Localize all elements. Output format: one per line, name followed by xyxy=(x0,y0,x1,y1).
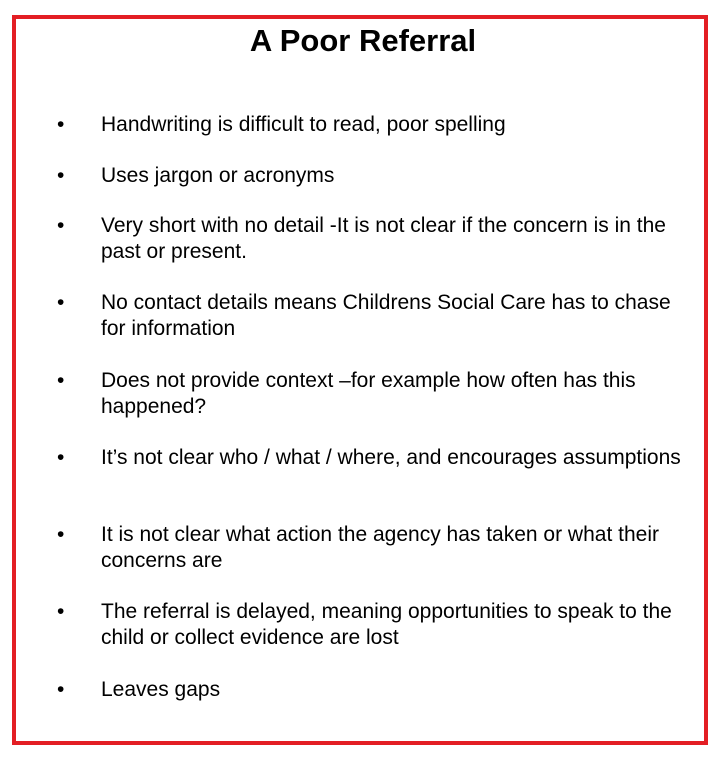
list-item-text: It’s not clear who / what / where, and encourages assumptions xyxy=(101,446,681,469)
list-item-text: Does not provide context –for example how often has this happened? xyxy=(101,369,636,418)
list-item-text: Leaves gaps xyxy=(101,678,221,701)
bullet-icon: • xyxy=(57,164,65,187)
bullet-icon: • xyxy=(57,600,65,623)
bullet-icon: • xyxy=(57,291,65,314)
list-item-text: Very short with no detail -It is not clear if the concern is in the past or present. xyxy=(101,214,666,263)
bullet-icon: • xyxy=(57,214,65,237)
list-item-text: Handwriting is difficult to read, poor spelling xyxy=(101,113,506,136)
list-item-text: Uses jargon or acronyms xyxy=(101,164,335,187)
list-item-text: No contact details means Childrens Social Care has to chase for information xyxy=(101,291,671,340)
bullet-icon: • xyxy=(57,369,65,392)
bullet-icon: • xyxy=(57,523,65,546)
bullet-icon: • xyxy=(57,678,65,701)
page-title: A Poor Referral xyxy=(249,23,477,58)
list-item-text: The referral is delayed, meaning opportunities to speak to the child or collect evidence are lost xyxy=(101,600,672,649)
bullet-icon: • xyxy=(57,113,65,136)
list-item-text: It is not clear what action the agency has taken or what their concerns are xyxy=(101,523,659,572)
bullet-icon: • xyxy=(57,446,65,469)
